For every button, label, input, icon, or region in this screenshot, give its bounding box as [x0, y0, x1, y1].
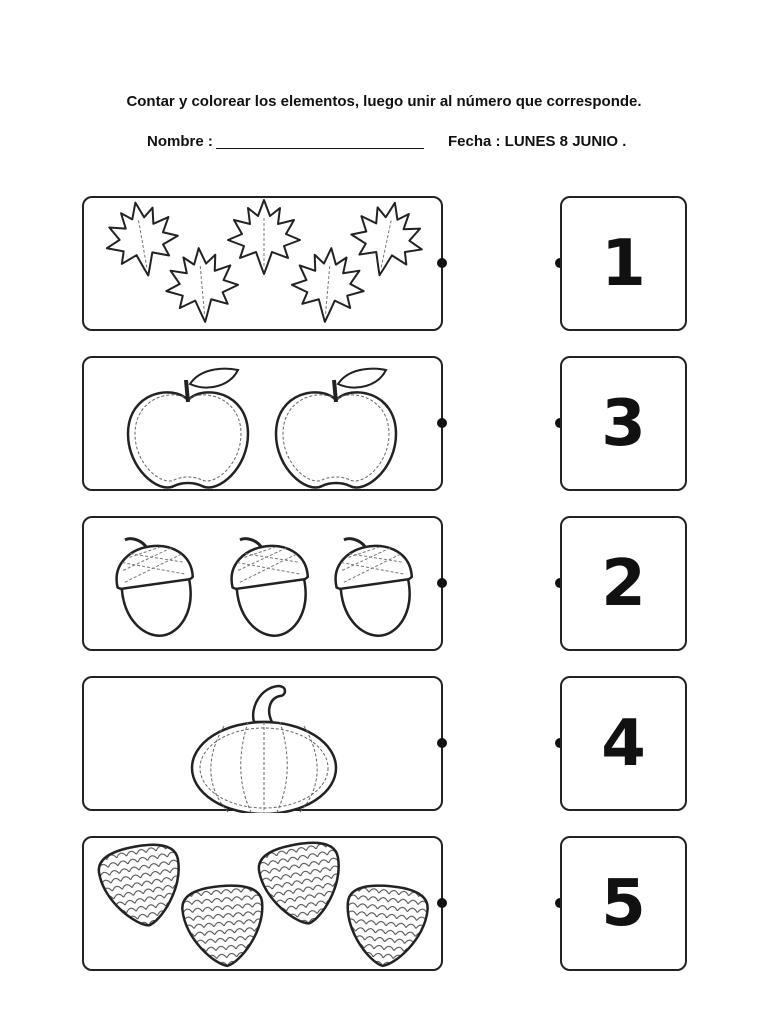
maple-leaf-icon [163, 245, 241, 325]
number-box [560, 356, 687, 491]
picture-box-leaves [82, 196, 443, 331]
number-box [560, 196, 687, 331]
number-box [560, 516, 687, 651]
nombre-field-line[interactable] [216, 148, 424, 149]
connector-dot-left[interactable] [437, 578, 447, 588]
maple-leaf-icon [344, 198, 430, 283]
pumpkin-icon [192, 686, 336, 813]
number-box [560, 676, 687, 811]
pine-cone-icon [96, 840, 189, 933]
maple-leaf-icon [228, 200, 300, 274]
fecha-label: Fecha : LUNES 8 JUNIO . [448, 133, 627, 150]
connector-dot-left[interactable] [437, 898, 447, 908]
connector-dot-left[interactable] [437, 258, 447, 268]
apple-icon [128, 369, 248, 488]
pumpkin-group [84, 678, 445, 813]
number-label: 4 [601, 706, 646, 781]
picture-box-pine-cones [82, 836, 443, 971]
connector-dot-left[interactable] [437, 738, 447, 748]
connector-dot-left[interactable] [437, 418, 447, 428]
number-box [560, 836, 687, 971]
acorn-icon [330, 531, 420, 641]
maple-leaf-icon [100, 198, 184, 282]
number-label: 2 [601, 546, 646, 621]
maple-leaf-icon [289, 245, 367, 325]
pine-cone-icon [181, 883, 268, 970]
pine-cone-group [84, 838, 445, 973]
acorn-group [84, 518, 445, 653]
acorn-icon [111, 531, 201, 641]
picture-box-acorns [82, 516, 443, 651]
pine-cone-icon [256, 838, 349, 930]
apple-group [84, 358, 445, 493]
number-label: 3 [601, 386, 646, 461]
picture-box-pumpkin [82, 676, 443, 811]
instruction-title: Contar y colorear los elementos, luego unir al número que corresponde. [126, 93, 642, 110]
number-label: 5 [601, 866, 646, 941]
number-label: 1 [601, 226, 646, 301]
nombre-label: Nombre : [147, 133, 213, 150]
maple-leaf-group [84, 198, 445, 333]
acorn-icon [226, 531, 316, 641]
pine-cone-icon [343, 883, 430, 970]
picture-box-apples [82, 356, 443, 491]
apple-icon [276, 369, 396, 488]
